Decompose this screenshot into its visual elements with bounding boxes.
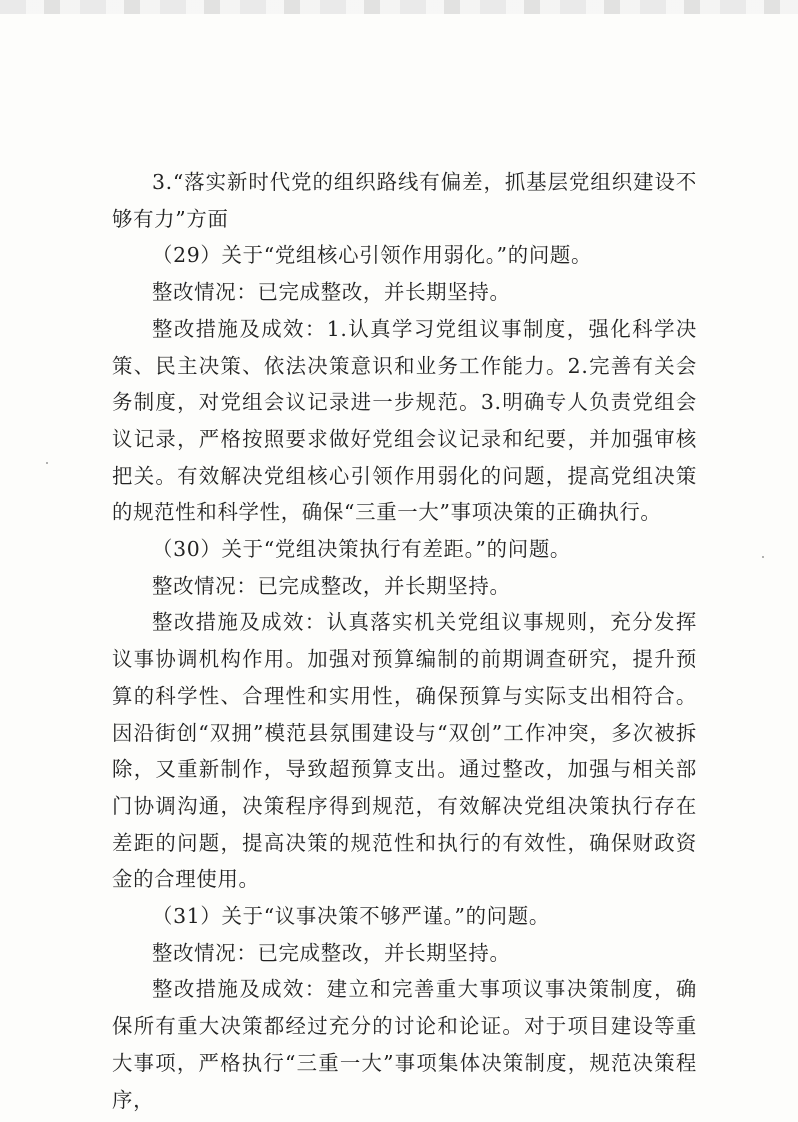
- item-measures: 整改措施及成效：建立和完善重大事项议事决策制度，确保所有重大决策都经过充分的讨论和论证。对于项目建设等重大事项，严格执行“三重一大”事项集体决策制度，规范决策程序，: [112, 977, 697, 1112]
- item-title: （31）关于“议事决策不够严谨。”的问题。: [152, 904, 550, 929]
- scan-speck: [762, 556, 764, 558]
- item-measures: 整改措施及成效：认真落实机关党组议事规则，充分发挥议事协调机构作用。加强对预算编制的前期调查研究，提升预算的科学性、合理性和实用性，确保预算与实际支出相符合。因沿街创“双拥”模范县氛围建设与“双创”工作冲突，多次被拆除，又重新制作，导致超预算支出。通过整改，加强与相关部门协调沟通，决策程序得到规范，有效解决党组决策执行存在差距的问题，提高决策的规范性和执行的有效性，确保财政资金的合理使用。: [112, 610, 697, 892]
- scan-top-edge: [0, 0, 798, 14]
- item-status: 整改情况：已完成整改，并长期坚持。: [152, 280, 511, 305]
- item-title: （29）关于“党组核心引领作用弱化。”的问题。: [152, 243, 593, 268]
- item-status: 整改情况：已完成整改，并长期坚持。: [152, 573, 511, 598]
- item-status: 整改情况：已完成整改，并长期坚持。: [152, 940, 511, 965]
- item-measures: 整改措施及成效：1.认真学习党组议事制度，强化科学决策、民主决策、依法决策意识和业务工作能力。2.完善有关会务制度，对党组会议记录进一步规范。3.明确专人负责党组会议记录，严格按照要求做好党组会议记录和纪要，并加强审核把关。有效解决党组核心引领作用弱化的问题，提高党组决策的规范性和科学性，确保“三重一大”事项决策的正确执行。: [112, 316, 697, 525]
- document-body: [112, 164, 697, 1118]
- item-title: （30）关于“党组决策执行有差距。”的问题。: [152, 537, 572, 562]
- section-heading: 3.“落实新时代党的组织路线有偏差，抓基层党组织建设不够有力”方面: [112, 170, 697, 231]
- scan-speck: [46, 462, 48, 464]
